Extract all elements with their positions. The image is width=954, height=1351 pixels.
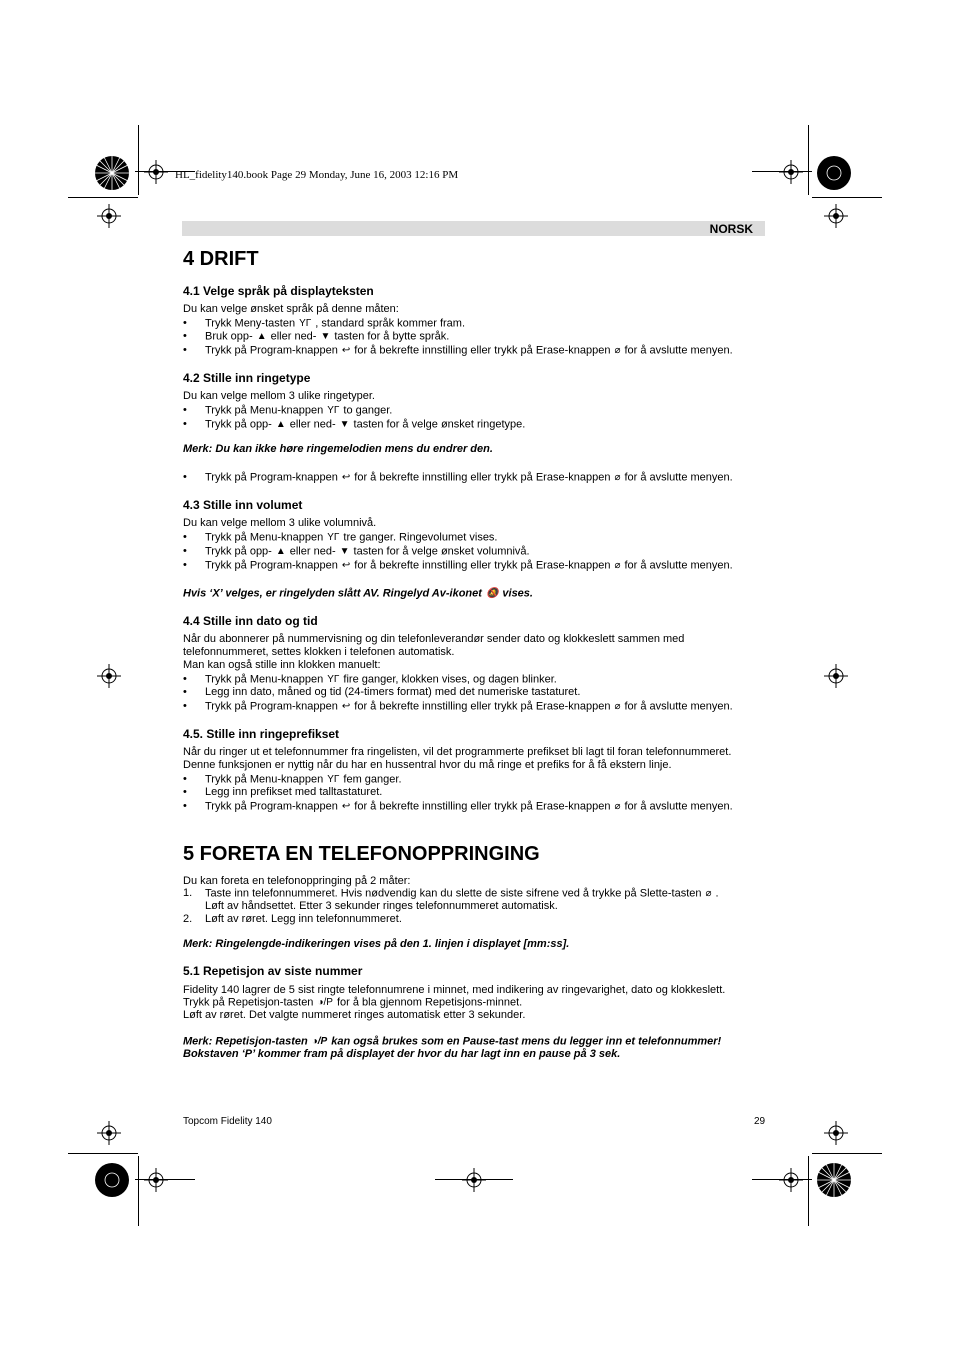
paragraph: Løft av håndsettet. Etter 3 sekunder ringes telefonnummeret automatisk. bbox=[205, 900, 558, 912]
erase-key-icon: ⌀ bbox=[614, 701, 621, 712]
program-key-icon: ↩ bbox=[341, 345, 351, 356]
registration-mark bbox=[97, 1121, 121, 1145]
up-arrow-icon: ▲ bbox=[256, 331, 267, 342]
note: Merk: Ringelengde-indikeringen vises på den 1. linjen i displayet [mm:ss]. bbox=[183, 938, 570, 950]
list-item: • Legg inn prefikset med talltastaturet. bbox=[183, 786, 383, 798]
registration-mark bbox=[824, 1121, 848, 1145]
ringer-off-icon: 🔕 bbox=[485, 588, 499, 599]
paragraph: Du kan velge mellom 3 ulike ringetyper. bbox=[183, 390, 375, 402]
down-arrow-icon: ▼ bbox=[320, 331, 331, 342]
list-item: • Trykk på Menu-knappen ΥΓ fem ganger. bbox=[183, 773, 402, 786]
section-title: 4 DRIFT bbox=[183, 248, 259, 270]
crop-mark bbox=[808, 125, 809, 195]
paragraph: Du kan velge mellom 3 ulike volumnivå. bbox=[183, 517, 377, 529]
subsection-heading: 4.5. Stille inn ringeprefikset bbox=[183, 727, 340, 741]
crop-mark bbox=[138, 125, 139, 195]
erase-key-icon: ⌀ bbox=[614, 801, 621, 812]
language-bar bbox=[182, 221, 765, 236]
starburst-mark bbox=[94, 155, 130, 191]
up-arrow-icon: ▲ bbox=[275, 546, 286, 557]
list-item: • Trykk på Menu-knappen ΥΓ tre ganger. Ringevolumet vises. bbox=[183, 531, 498, 544]
list-item: • Trykk på Program-knappen ↩ for å bekrefte innstilling eller trykk på Erase-knappen ⌀ for å avslutte menyen. bbox=[183, 700, 733, 713]
crop-mark bbox=[68, 197, 138, 198]
note: Hvis ‘X’ velges, er ringelyden slått AV. Ringelyd Av-ikonet 🔕 vises. bbox=[183, 587, 533, 600]
crop-mark bbox=[752, 171, 812, 172]
subsection-heading: 4.1 Velge språk på displayteksten bbox=[183, 284, 374, 298]
up-arrow-icon: ▲ bbox=[275, 419, 286, 430]
redial-key-icon: ◑/P bbox=[311, 1036, 328, 1047]
registration-mark bbox=[779, 160, 803, 184]
list-item: • Bruk opp- ▲ eller ned- ▼ tasten for å bytte språk. bbox=[183, 330, 450, 343]
list-item: • Trykk på opp- ▲ eller ned- ▼ tasten for å velge ønsket ringetype. bbox=[183, 418, 526, 431]
crop-mark bbox=[138, 1156, 139, 1226]
menu-key-icon: ΥΓ bbox=[299, 318, 312, 329]
list-item: • Trykk på Menu-knappen ΥΓ fire ganger, klokken vises, og dagen blinker. bbox=[183, 673, 557, 686]
crop-mark bbox=[68, 1153, 138, 1154]
list-item: • Trykk på Program-knappen ↩ for å bekrefte innstilling eller trykk på Erase-knappen ⌀ for å avslutte menyen. bbox=[183, 471, 733, 484]
paragraph: Fidelity 140 lagrer de 5 sist ringte telefonnumrene i minnet, med indikering av ringevarighet, dato og klokkeslett. bbox=[183, 984, 726, 996]
registration-mark bbox=[824, 204, 848, 228]
footer-title: Topcom Fidelity 140 bbox=[183, 1116, 272, 1127]
section-title: 5 FORETA EN TELEFONOPPRINGING bbox=[183, 843, 540, 865]
program-key-icon: ↩ bbox=[341, 801, 351, 812]
menu-key-icon: ΥΓ bbox=[327, 774, 340, 785]
list-item: • Trykk Meny-tasten ΥΓ , standard språk kommer fram. bbox=[183, 317, 466, 330]
paragraph: Løft av røret. Det valgte nummeret ringes automatisk etter 3 sekunder. bbox=[183, 1009, 526, 1021]
paragraph: telefonnummeret, settes klokken i telefonen automatisk. bbox=[183, 646, 455, 658]
erase-key-icon: ⌀ bbox=[705, 888, 712, 899]
page-number: 29 bbox=[754, 1116, 766, 1127]
list-item: • Trykk på Program-knappen ↩ for å bekrefte innstilling eller trykk på Erase-knappen ⌀ for å avslutte menyen. bbox=[183, 559, 733, 572]
registration-mark bbox=[462, 1168, 486, 1192]
note: Merk: Du kan ikke høre ringemelodien mens du endrer den. bbox=[183, 443, 493, 455]
subsection-heading: 4.3 Stille inn volumet bbox=[183, 498, 303, 512]
program-key-icon: ↩ bbox=[341, 472, 351, 483]
list-item: • Trykk på Program-knappen ↩ for å bekrefte innstilling eller trykk på Erase-knappen ⌀ for å avslutte menyen. bbox=[183, 344, 733, 357]
print-header: HL_fidelity140.book Page 29 Monday, June 16, 2003 12:16 PM bbox=[175, 169, 459, 181]
crop-mark bbox=[812, 1153, 882, 1154]
note: Merk: Repetisjon-tasten ◑/P kan også brukes som en Pause-tast mens du legger inn et telefonnummer! bbox=[183, 1035, 722, 1048]
crop-mark bbox=[812, 197, 882, 198]
crop-mark bbox=[135, 1179, 195, 1180]
down-arrow-icon: ▼ bbox=[339, 419, 350, 430]
registration-mark bbox=[824, 664, 848, 688]
crop-mark bbox=[808, 1156, 809, 1226]
subsection-heading: 4.4 Stille inn dato og tid bbox=[183, 614, 318, 628]
menu-key-icon: ΥΓ bbox=[327, 674, 340, 685]
language-label: NORSK bbox=[709, 222, 753, 236]
registration-mark bbox=[97, 204, 121, 228]
list-item: • Trykk på opp- ▲ eller ned- ▼ tasten for å velge ønsket volumnivå. bbox=[183, 545, 530, 558]
paragraph: Når du ringer ut et telefonnummer fra ringelisten, vil det programmerte prefikset bli lagt til foran telefonnummeret. bbox=[183, 746, 732, 758]
redial-key-icon: ◑/P bbox=[317, 997, 333, 1008]
erase-key-icon: ⌀ bbox=[614, 560, 621, 571]
erase-key-icon: ⌀ bbox=[614, 472, 621, 483]
subsection-heading: 4.2 Stille inn ringetype bbox=[183, 371, 311, 385]
paragraph: Når du abonnerer på nummervisning og din telefonleverandør sender dato og klokkeslett sammen med bbox=[183, 633, 685, 645]
registration-mark bbox=[779, 1168, 803, 1192]
paragraph: Trykk på Repetisjon-tasten ◑/P for å bla gjennom Repetisjons-minnet. bbox=[183, 996, 523, 1009]
program-key-icon: ↩ bbox=[341, 701, 351, 712]
list-item: • Legg inn dato, måned og tid (24-timers format) med det numeriske tastaturet. bbox=[183, 686, 581, 698]
registration-mark bbox=[144, 160, 168, 184]
list-item: • Trykk på Menu-knappen ΥΓ to ganger. bbox=[183, 404, 393, 417]
starburst-mark bbox=[94, 1162, 130, 1198]
crop-mark bbox=[435, 1179, 513, 1180]
menu-key-icon: ΥΓ bbox=[327, 532, 340, 543]
registration-mark bbox=[97, 664, 121, 688]
menu-key-icon: ΥΓ bbox=[327, 405, 340, 416]
list-item: 2. Løft av røret. Legg inn telefonnummeret. bbox=[183, 913, 402, 925]
starburst-mark bbox=[816, 1162, 852, 1198]
paragraph: Du kan velge ønsket språk på denne måten: bbox=[183, 303, 399, 315]
crop-mark bbox=[752, 1179, 812, 1180]
paragraph: Denne funksjonen er nyttig når du har en hussentral hvor du må ringe et prefiks for å få ekstern linje. bbox=[183, 759, 672, 771]
program-key-icon: ↩ bbox=[341, 560, 351, 571]
registration-mark bbox=[144, 1168, 168, 1192]
subsection-heading: 5.1 Repetisjon av siste nummer bbox=[183, 964, 363, 978]
note: Bokstaven ‘P’ kommer fram på displayet der hvor du har lagt inn en pause på 3 sek. bbox=[183, 1048, 621, 1060]
starburst-mark bbox=[816, 155, 852, 191]
paragraph: Man kan også stille inn klokken manuelt: bbox=[183, 659, 381, 671]
down-arrow-icon: ▼ bbox=[339, 546, 350, 557]
list-item: 1. Taste inn telefonnummeret. Hvis nødvendig kan du slette de siste sifrene ved å trykke på Slette-tasten ⌀ . bbox=[183, 887, 719, 900]
erase-key-icon: ⌀ bbox=[614, 345, 621, 356]
list-item: • Trykk på Program-knappen ↩ for å bekrefte innstilling eller trykk på Erase-knappen ⌀ for å avslutte menyen. bbox=[183, 800, 733, 813]
paragraph: Du kan foreta en telefonoppringing på 2 måter: bbox=[183, 875, 411, 887]
